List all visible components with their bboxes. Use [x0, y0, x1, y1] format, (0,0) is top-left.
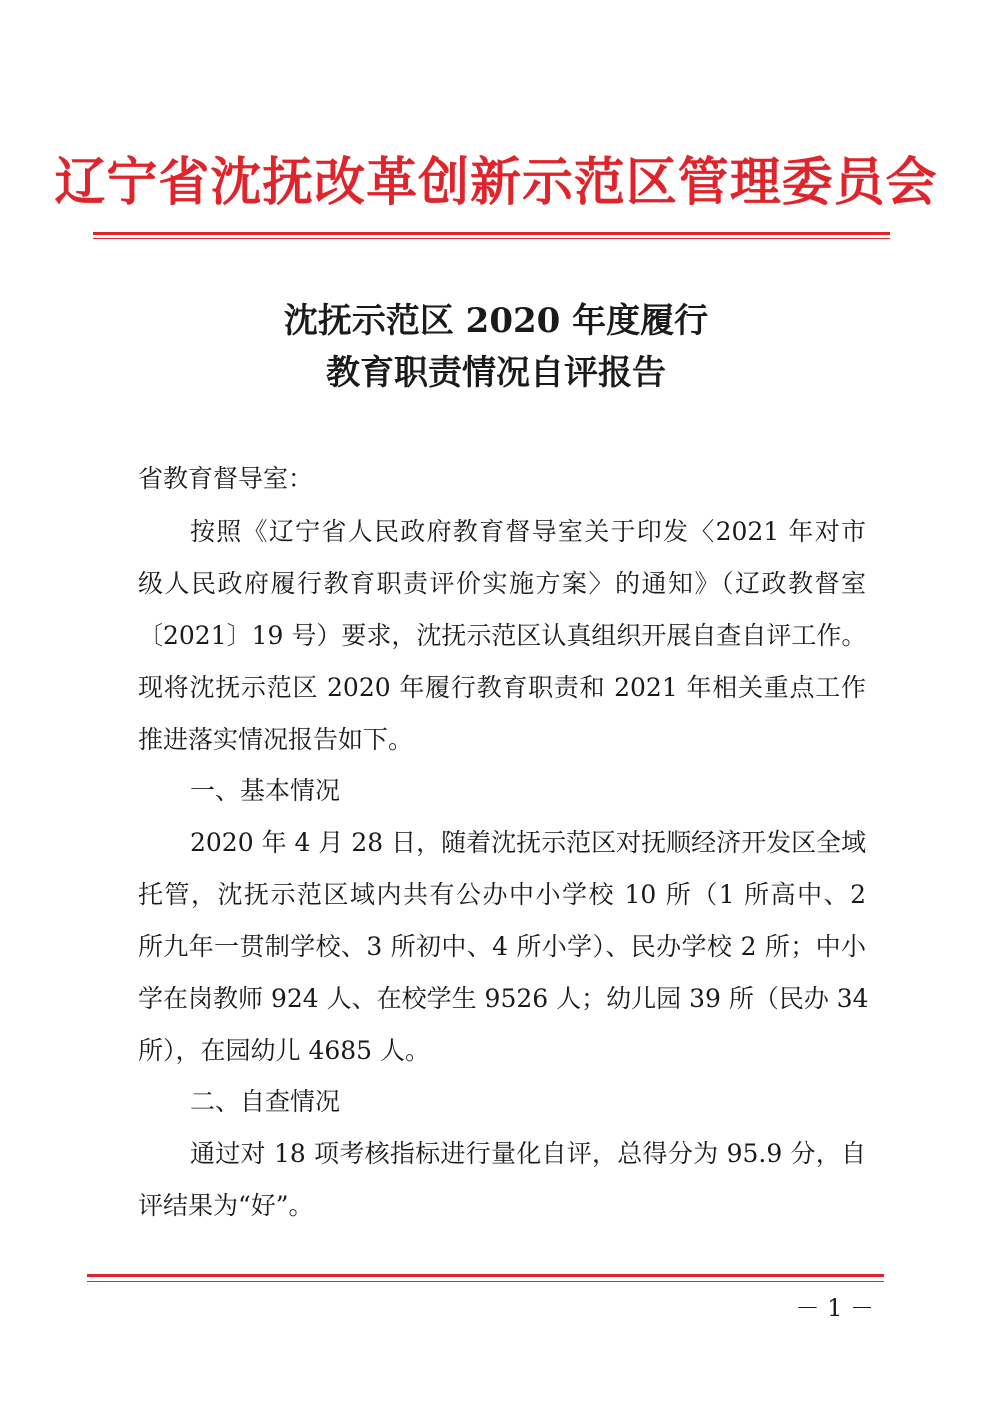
salutation: 省教育督导室： [138, 464, 314, 493]
section1-heading: 一、基本情况 [190, 776, 341, 805]
intro-line-4: 现将沈抚示范区 2020 年履行教育职责和 2021 年相关重点工作 [138, 673, 866, 702]
document-title-line1: 沈抚示范区 2020 年度履行 [283, 301, 709, 341]
letterhead-rule-thin [93, 238, 890, 239]
section2-line-1: 通过对 18 项考核指标进行量化自评，总得分为 95.9 分，自 [190, 1139, 866, 1168]
document-title-line2: 教育职责情况自评报告 [326, 353, 666, 393]
section1-line-3: 所九年一贯制学校、3 所初中、4 所小学）、民办学校 2 所；中小 [138, 932, 866, 961]
letterhead-rule-thick [93, 232, 890, 235]
intro-line-1: 按照《辽宁省人民政府教育督导室关于印发〈2021 年对市 [190, 517, 866, 546]
section1-line-4: 学在岗教师 924 人、在校学生 9526 人；幼儿园 39 所（民办 34 [138, 984, 869, 1013]
intro-line-2: 级人民政府履行教育职责评价实施方案〉的通知》（辽政教督室 [138, 569, 866, 598]
intro-line-5: 推进落实情况报告如下。 [138, 725, 414, 754]
section1-line-2: 托管，沈抚示范区域内共有公办中小学校 10 所（1 所高中、2 [138, 880, 866, 909]
footer-rule-thick [87, 1274, 884, 1277]
page-number: － 1 － [795, 1294, 874, 1322]
intro-line-3: 〔2021〕19 号）要求，沈抚示范区认真组织开展自查自评工作。 [138, 621, 867, 650]
footer-rule-thin [87, 1281, 884, 1282]
section1-line-5: 所），在园幼儿 4685 人。 [138, 1036, 431, 1065]
section2-line-2: 评结果为“好”。 [138, 1191, 314, 1220]
section1-line-1: 2020 年 4 月 28 日，随着沈抚示范区对抚顺经济开发区全域 [190, 828, 867, 857]
letterhead-org-name: 辽宁省沈抚改革创新示范区管理委员会 [54, 152, 938, 213]
section2-heading: 二、自查情况 [190, 1087, 341, 1116]
